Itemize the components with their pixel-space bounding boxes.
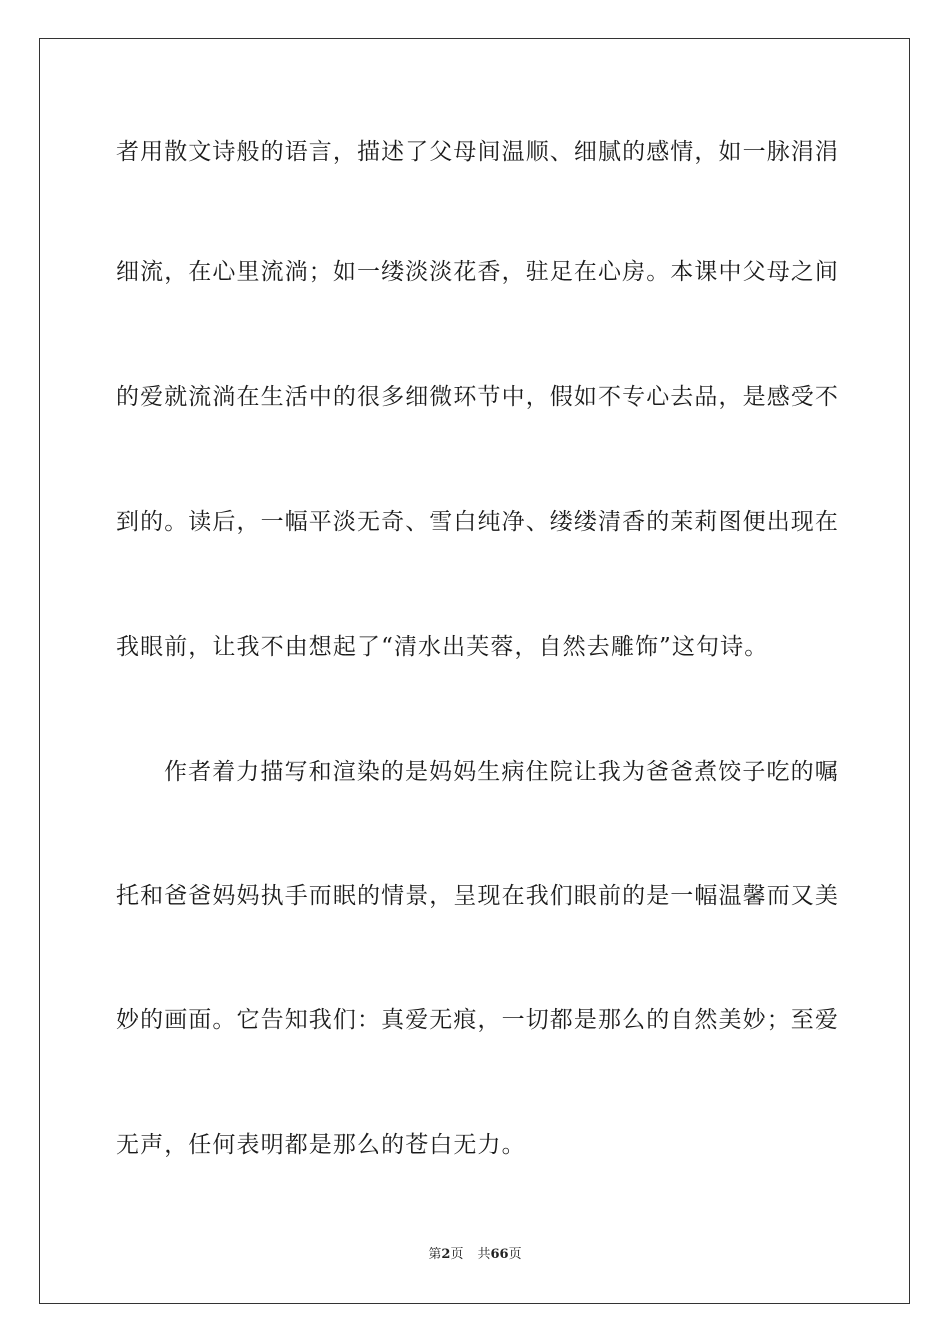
page-prefix: 第 — [428, 1247, 442, 1262]
total-prefix: 共 — [477, 1247, 491, 1262]
text-line-8: 妙的画面。它告知我们：真爱无痕，一切都是那么的自然美妙；至爱 — [116, 1007, 839, 1033]
page-suffix: 页 — [450, 1247, 464, 1262]
text-line-7: 托和爸爸妈妈执手而眠的情景，呈现在我们眼前的是一幅温馨而又美 — [116, 883, 839, 909]
page-number: 2 — [441, 1247, 451, 1262]
text-line-5: 我眼前，让我不由想起了“清水出芙蓉，自然去雕饰”这句诗。 — [116, 634, 769, 660]
page-border — [39, 38, 910, 1304]
text-line-9: 无声，任何表明都是那么的苍白无力。 — [116, 1132, 526, 1158]
total-suffix: 页 — [508, 1247, 522, 1262]
text-line-3: 的爱就流淌在生活中的很多细微环节中，假如不专心去品，是感受不 — [116, 384, 839, 410]
text-line-2: 细流，在心里流淌；如一缕淡淡花香，驻足在心房。本课中父母之间 — [116, 259, 839, 285]
paragraph-2-first-line: 作者着力描写和渲染的是妈妈生病住院让我为爸爸煮饺子吃的嘱 — [164, 759, 839, 785]
text-line-1: 者用散文诗般的语言，描述了父母间温顺、细腻的感情，如一脉涓涓 — [116, 139, 839, 165]
text-line-4: 到的。读后，一幅平淡无奇、雪白纯净、缕缕清香的茉莉图便出现在 — [116, 509, 839, 535]
total-pages: 66 — [490, 1247, 509, 1262]
page-footer — [0, 1246, 950, 1264]
